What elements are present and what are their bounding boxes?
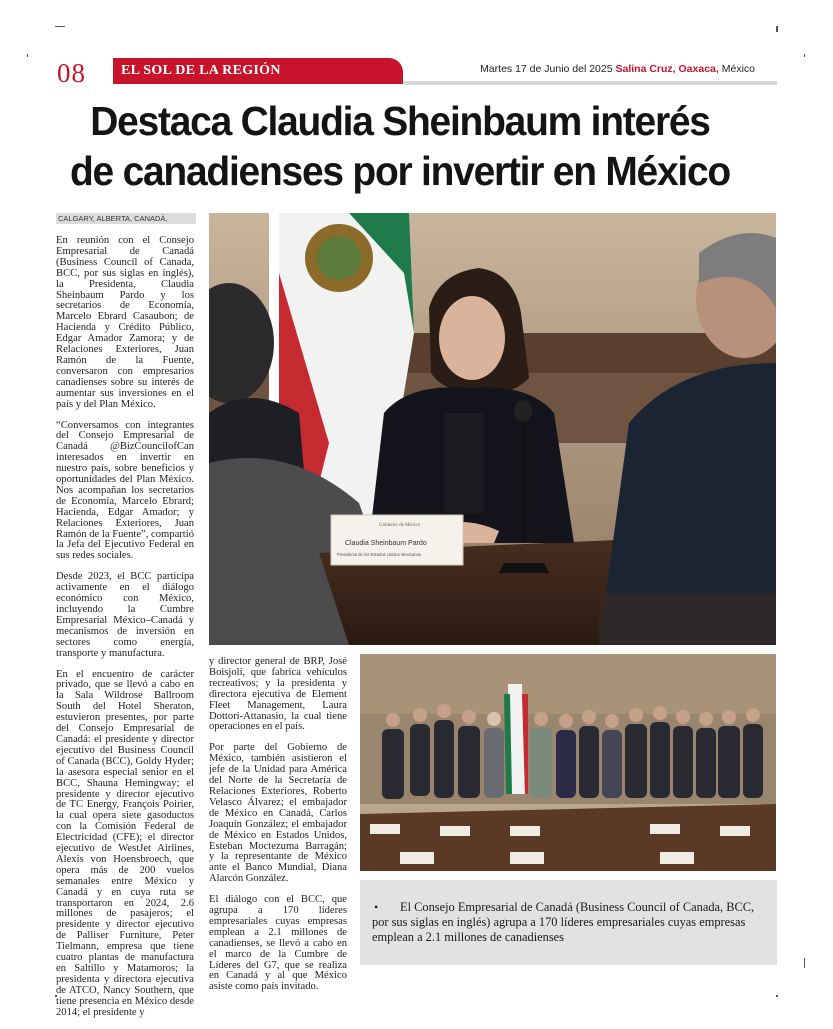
dateline [480, 63, 755, 75]
page-header [55, 56, 777, 88]
headline [58, 96, 742, 196]
nameplate-title: Presidenta de los Estados Unidos Mexicanos [337, 552, 422, 557]
section-banner [113, 58, 403, 84]
crop-mark [804, 958, 805, 968]
group-photo [360, 654, 776, 871]
crop-mark [776, 26, 778, 32]
paragraph: Por parte del Gobierno de México, también asistieron el jefe de la Unidad para América del Norte de la Secretaría de Relaciones Exteriores, Roberto Velasco Álvarez; el embajador de México en Canadá, Carlos Joaquín González; el embajador de México en Estados Unidos, Esteban Moctezuma Barragán; y la representante de México ante el Banco Mundial, Diana Alarcón González. [209, 742, 347, 885]
headline-line-1: Destaca Claudia Sheinbaum interés [90, 98, 710, 144]
place-text: Salina Cruz, Oaxaca, [615, 63, 719, 75]
crop-mark [27, 54, 28, 57]
nameplate-name: Claudia Sheinbaum Pardo [345, 540, 427, 547]
crop-mark [55, 26, 65, 27]
crop-mark [776, 995, 778, 997]
paragraph: “Conversamos con integrantes del Consejo Empresarial de Canadá @BizCouncilofCan interesados en invertir en nuestro país, sobre beneficios y oportunidades del Plan México. Nos acompañan los secretarios de Economía, Marcelo Ebrard; Hacienda, Edgar Amador; y Relaciones Exteriores, Juan Ramón de la Fuente”, compartió la Jefa del Ejecutivo Federal en sus redes sociales. [56, 419, 194, 562]
page-number: 08 [57, 58, 86, 88]
bullet-icon: • [374, 900, 379, 914]
paragraph: En reunión con el Consejo Empresarial de Canadá (Business Council of Canada, BCC, por sus siglas en inglés), la Presidenta, Claudia Sheinbaum Pardo y los secretarios de Economía, Marcelo Ebrard Casaubon; de Hacienda y Crédito Público, Edgar Amador Zamora; y de Relaciones Exteriores, Juan Ramón de la Fuente, conversaron con empresarios canadienses sobre su interés de aumentar sus inversiones en el país y del Plan México. [56, 235, 194, 410]
nameplate [331, 515, 463, 565]
paragraph: y director general de BRP, José Boisjoli, que fabrica vehículos recreativos; y la presidenta y directora ejecutiva de Element Fleet Management, Laura Dottori-Attanasio, la cual tiene operaciones en el país. [209, 656, 347, 733]
section-name: EL SOL DE LA REGIÓN [121, 63, 281, 78]
article-column-2 [209, 657, 347, 1003]
crop-mark [804, 54, 805, 57]
date-text: Martes 17 de Junio del 2025 [480, 63, 613, 75]
article-column-1 [56, 236, 194, 1029]
paragraph: Desde 2023, el BCC participa activamente en el diálogo económico con México, incluyendo la Cumbre Empresarial México–Canadá y mecanismos de inversión en sectores como energía, transporte y manufactura. [56, 571, 194, 659]
paragraph: El diálogo con el BCC, que agrupa a 170 líderes empresariales cuyas empresas emplean a 2.1 millones de canadienses, se llevó a cabo en el marco de la Cumbre de Líderes del G7, que se realiza en Canadá y al que México asiste como país invitado. [209, 894, 347, 993]
pull-quote-text: El Consejo Empresarial de Canadá (Business Council of Canada, BCC, por sus siglas en inglés) agrupa a 170 líderes empresariales cuyas empresas emplean a 2.1 millones de canadienses [372, 900, 755, 944]
main-photo [209, 213, 776, 645]
header-rule [403, 81, 777, 85]
paragraph: En el encuentro de carácter privado, que se llevó a cabo en la Sala Wildrose Ballroom South del Hotel Sheraton, estuvieron presentes, por parte del Consejo Empresarial de Canadá: el presidente y director ejecutivo del Business Council of Canada (BCC), Goldy Hyder; la asesora especial senior en el BCC, Shauna Hemingway; el presidente y director ejecutivo de TC Energy, François Poirier, la cual opera siete gasoductos con la Comisión Federal de Electricidad (CFE); el director ejecutivo de WestJet Airlines, Alexis von Hoensbroech, que opera más de 200 vuelos semanales entre México y Canadá y en cuya ruta se transportaron en 2024, 2.6 millones de pasajeros; el presidente y director ejecutivo de Palliser Furniture, Peter Tielmann, empresa que tiene cuatro plantas de manufactura en Saltillo y Matamoros; la presidenta y directora ejecutiva de ATCO, Nancy Southern, que tiene presencia en México desde 2014; el presidente y [56, 668, 194, 1018]
nameplate-logo: Gobierno de México [379, 523, 421, 528]
headline-line-2: de canadienses por invertir en México [69, 148, 730, 194]
country-text: México [721, 63, 755, 75]
location-tag: CALGARY, ALBERTA, CANADÁ, [56, 213, 196, 224]
pull-quote [360, 880, 777, 965]
